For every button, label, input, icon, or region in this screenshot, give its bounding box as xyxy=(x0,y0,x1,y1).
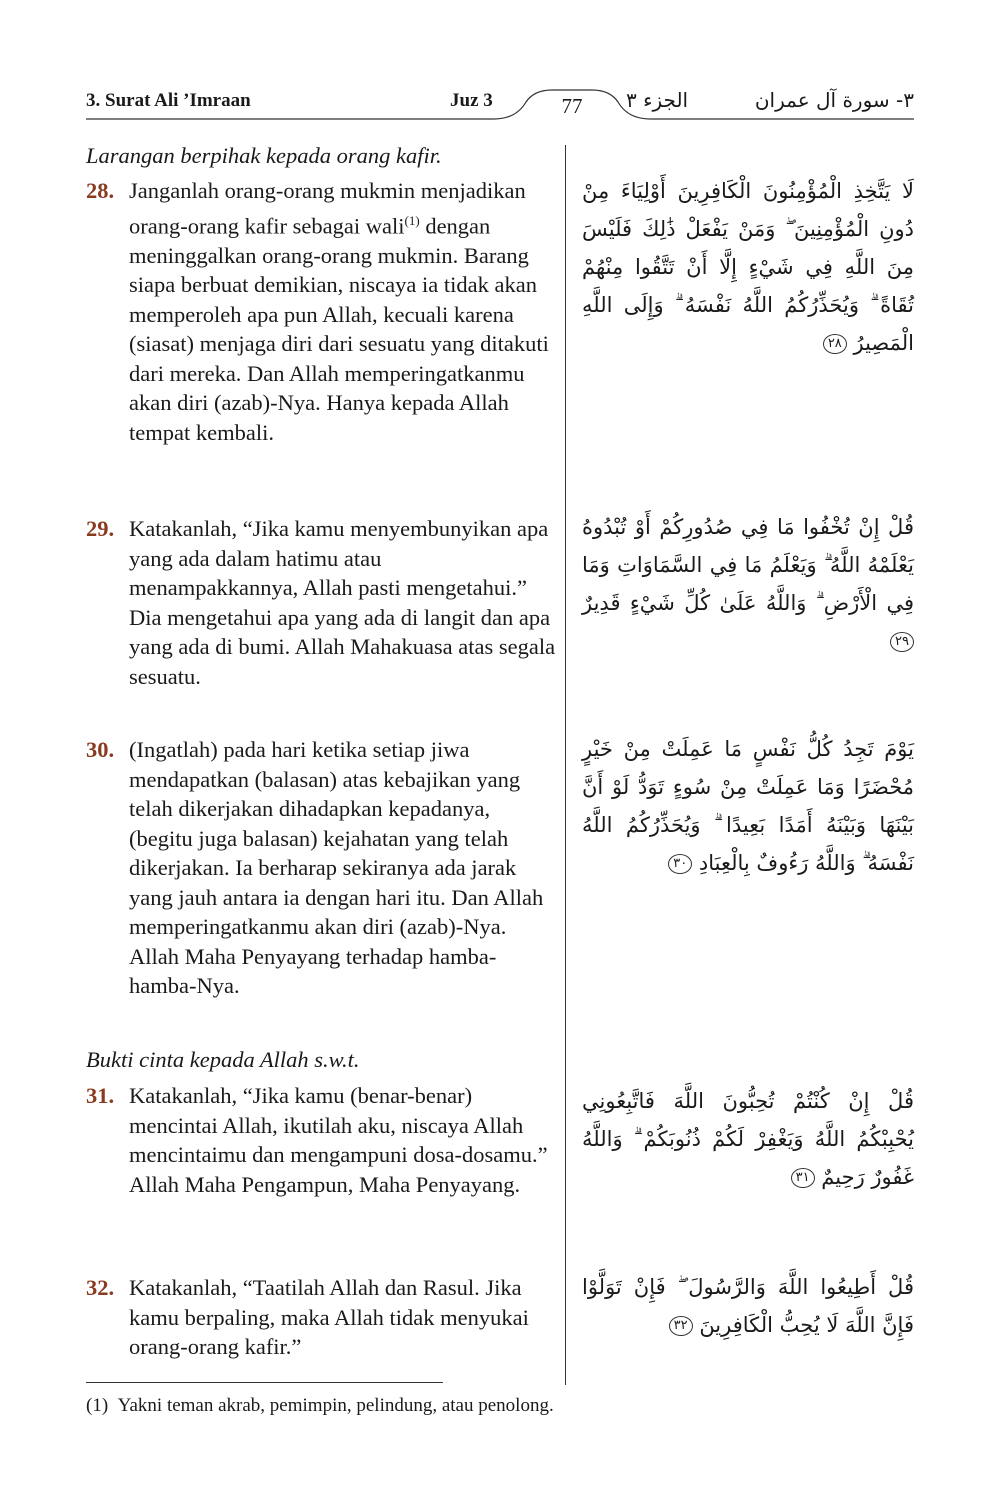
verse-number: 31. xyxy=(86,1083,115,1108)
verse-29-arabic: قُلْ إِنْ تُخْفُوا مَا فِي صُدُورِكُمْ أَوْ تُبْدُوهُ يَعْلَمْهُ اللَّهُ ۗ وَيَعْلَمُ مَا فِي السَّمَاوَاتِ وَمَا فِي الْأَرْضِ ۗ وَاللَّهُ عَلَىٰ كُلِّ شَيْءٍ قَدِيرٌ ٢٩ xyxy=(582,508,914,660)
verse-text: Katakanlah, “Jika kamu (benar-benar) mencintai Allah, ikutilah aku, niscaya Allah mencintaimu dan mengampuni dosa-dosamu.” Allah Maha Pengampun, Maha Penyayang. xyxy=(129,1083,548,1197)
ayah-end-marker: ٢٩ xyxy=(890,632,914,652)
verse-text: Katakanlah, “Taatilah Allah dan Rasul. Jika kamu berpaling, maka Allah tidak menyukai orang-orang kafir.” xyxy=(129,1275,529,1359)
verse-text: (Ingatlah) pada hari ketika setiap jiwa mendapatkan (balasan) atas kebajikan yang telah dikerjakan dihadapkan kepadanya, (begitu juga balasan) kejahatan yang telah dikerjakan. Ia berharap sekiranya ada jarak yang jauh antara ia dengan hari itu. Dan Allah memperingatkanmu akan diri (azab)-Nya. Allah Maha Penyayang terhadap hamba-hamba-Nya. xyxy=(129,737,544,998)
page-number: 77 xyxy=(561,94,583,118)
footnote-rule xyxy=(86,1382,443,1383)
page-header xyxy=(86,86,914,126)
verse-text: Janganlah orang-orang mukmin menjadikan orang-orang kafir sebagai wali$^{(1)}$ dengan meninggalkan orang-orang mukmin. Barang siapa berbuat demikian, niscaya ia tidak akan memperoleh apa pun Allah, kecuali karena (siasat) menjaga diri dari sesuatu yang ditakuti dari mereka. Dan Allah memperingatkanmu akan diri (azab)-Nya. Hanya kepada Allah tempat kembali. xyxy=(129,178,549,445)
footnote-ref[interactable]: (1) xyxy=(404,212,420,228)
ayah-end-marker: ٣١ xyxy=(791,1168,815,1188)
verse-number: 29. xyxy=(86,516,115,541)
surah-title-arabic: ٣- سورة آل عمران xyxy=(754,88,914,112)
footnote-text: Yakni teman akrab, pemimpin, pelindung, atau penolong. xyxy=(117,1395,554,1416)
section-subheading: Larangan berpihak kepada orang kafir. xyxy=(86,143,442,168)
verse-31-translation xyxy=(86,1081,556,1199)
verse-30-arabic: يَوْمَ تَجِدُ كُلُّ نَفْسٍ مَا عَمِلَتْ مِنْ خَيْرٍ مُحْضَرًا وَمَا عَمِلَتْ مِنْ سُوءٍ تَوَدُّ لَوْ أَنَّ بَيْنَهَا وَبَيْنَهُ أَمَدًا بَعِيدًا ۗ وَيُحَذِّرُكُمُ اللَّهُ نَفْسَهُ ۗ وَاللَّهُ رَءُوفٌ بِالْعِبَادِ ٣٠ xyxy=(582,737,914,875)
verse-text: Katakanlah, “Jika kamu menyembunyikan apa yang ada dalam hatimu atau menampakkannya, Allah pasti mengetahui.” Dia mengetahui apa yang ada di langit dan apa yang ada di bumi. Allah Mahakuasa atas segala sesuatu. xyxy=(129,516,556,689)
verse-29-translation xyxy=(86,514,556,691)
ayah-end-marker: ٢٨ xyxy=(823,334,847,354)
juz-label-arabic: الجزء ٣ xyxy=(626,88,689,112)
verse-28-translation xyxy=(86,176,556,447)
footnote xyxy=(86,1395,554,1417)
verse-30-translation xyxy=(86,735,556,1001)
ayah-end-marker: ٣٠ xyxy=(668,854,692,874)
verse-32-arabic: قُلْ أَطِيعُوا اللَّهَ وَالرَّسُولَ ۖ فَإِنْ تَوَلَّوْا فَإِنَّ اللَّهَ لَا يُحِبُّ الْكَافِرِينَ ٣٢ xyxy=(582,1275,914,1337)
juz-label: Juz 3 xyxy=(450,90,493,111)
surah-title-latin: 3. Surat Ali ’Imraan xyxy=(86,90,251,111)
column-divider xyxy=(565,145,566,1385)
ayah-end-marker: ٣٢ xyxy=(669,1316,693,1336)
verse-31-arabic: قُلْ إِنْ كُنْتُمْ تُحِبُّونَ اللَّهَ فَاتَّبِعُونِي يُحْبِبْكُمُ اللَّهُ وَيَغْفِرْ لَكُمْ ذُنُوبَكُمْ ۗ وَاللَّهُ غَفُورٌ رَحِيمٌ ٣١ xyxy=(582,1089,914,1189)
verse-number: 28. xyxy=(86,178,115,203)
verse-number: 30. xyxy=(86,737,115,762)
footnote-marker: (1) xyxy=(86,1395,109,1416)
section-subheading: Bukti cinta kepada Allah s.w.t. xyxy=(86,1047,360,1072)
verse-32-translation xyxy=(86,1273,556,1362)
verse-28-arabic: لَا يَتَّخِذِ الْمُؤْمِنُونَ الْكَافِرِينَ أَوْلِيَاءَ مِنْ دُونِ الْمُؤْمِنِينَ ۖ وَمَنْ يَفْعَلْ ذَٰلِكَ فَلَيْسَ مِنَ اللَّهِ فِي شَيْءٍ إِلَّا أَنْ تَتَّقُوا مِنْهُمْ تُقَاةً ۗ وَيُحَذِّرُكُمُ اللَّهُ نَفْسَهُ ۗ وَإِلَى اللَّهِ الْمَصِيرُ ٢٨ xyxy=(582,179,914,355)
verse-number: 32. xyxy=(86,1275,115,1300)
